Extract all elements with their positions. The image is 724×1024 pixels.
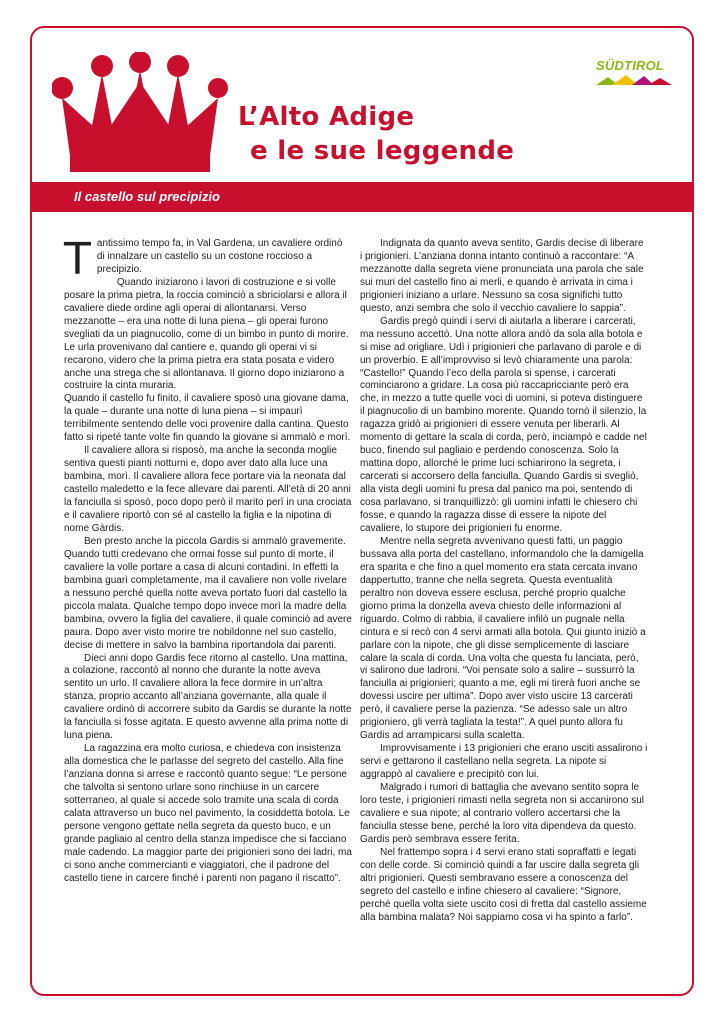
paragraph: Quando il castello fu finito, il cavaliere sposò una giovane dama, la quale – durante una notte di luna piena – si impaurì terribilmente sentendo delle voci provenire dalla cantina. Questo fatto si ripeté tante volte fin quando la giovane si ammalò e morì. bbox=[64, 393, 351, 444]
paragraph bbox=[64, 234, 352, 285]
paragraph: Ben presto anche la piccola Gardis si ammalò gravemente. Quando tutti credevano che ormai fosse sul punto di morte, il cavaliere la volle portare a casa di alcuni contadini. In effetti la bambina guarì completamente, ma il cavaliere non volle rivelare a nessuno perché quella notte aveva portato fuori dal castello la piccola malata. Qualche tempo dopo invece morì la madre della bambina, ovvero la figlia del cavaliere, il quale cominciò ad avere paura. Dopo aver visto morire tre nobildonne nel suo castello, decise di mettere in salvo la bambina riportandola dai parenti. bbox=[64, 535, 352, 651]
paragraph: Gardis pregò quindi i servi di aiutarla a liberare i carcerati, ma nessuno accettò. Una notte allora andò da sola alla botola e si mise ad origliare. Udì i prigionieri che parlavano di parole e di un proverbio. E all’improvviso si levò chiaramente una parola: “Castello!” Quando l’eco della parola si spense, i carcerati cominciarono a gridare. La cosa più raccapricciante però era che, in mezzo a tutte quelle voci di uomini, si poteva distinguere il piagnucolio di un bambino morente. Quando tornò il silenzio, la ragazza gridò ai prigionieri di essere venuta per liberarli. Al momento di gettare la scala di corda, però, inciampò e cadde nel buco, finendo sul pagliaio e perdendo conoscenza. Solo la mattina dopo, allorché le prime luci schiarirono la segreta, i carcerati si accorsero della fanciulla. Quando Gardis si svegliò, alla vista degli uomini fu presa dal panico ma poi, sentendo di cosa parlavano, si tranquillizzò: gli uomini infatti le chiesero chi fosse, e quando la ragazza disse di essere la nipote del cavaliere, lo stupore dei prigionieri fu enorme. bbox=[360, 315, 647, 534]
paragraph: Indignata da quanto aveva sentito, Gardis decise di liberare i prigionieri. L’anziana donna intanto continuò a raccontare: “A mezzanotte dalla segreta viene pronunciata una parola che sale sui muri del castello fino ai merli, e quando è arrivata in cima i prigionieri iniziano a urlare. Nessuno sa cosa significhi tutto questo, anzi sembra che solo il vecchio cavaliere lo sappia”. bbox=[360, 238, 644, 314]
paragraph: Malgrado i rumori di battaglia che avevano sentito sopra le loro teste, i prigionieri rimasti nella segreta non si accanirono sul cavaliere e sua nipote; al contrario vollero accertarsi che la fanciulla stesse bene, perché la loro vita dipendeva da questo. Gardis però sembrava essere ferita. bbox=[360, 782, 645, 845]
logo-wordmark: SÜDTIROL bbox=[596, 58, 665, 73]
article-column-right bbox=[360, 238, 648, 925]
paragraph: Improvvisamente i 13 prigionieri che erano usciti assalirono i servi e gettarono il castellano nella segreta. La nipote si aggrappò al cavaliere e precipitò con lui. bbox=[360, 743, 648, 781]
section-title: Il castello sul precipizio bbox=[74, 189, 220, 204]
page-title bbox=[238, 100, 514, 168]
paragraph: Il cavaliere allora si risposò, ma anche la seconda moglie sentiva questi pianti notturni e, dopo aver dato alla luce una bambina, morì. Il cavaliere allora fece portare via la neonata dal castello maledetto e la fece allevare dai parenti. All’età di 20 anni la fanciulla si sposò, poco dopo però il marito perì in una crociata e il cavaliere riportò con sé al castello la figlia e la nipotina di nome Gàrdis. bbox=[64, 445, 352, 534]
paragraph: Quando iniziarono i lavori di costruzione e si volle posare la prima pietra, la roccia cominciò a sbriciolarsi e allora il cavaliere diede ordine agli operai di allontanarsi. Verso mezzanotte – era una notte di luna piena – gli operai furono svegliati da un piagnucolio, come di un bimbo in punto di morire. Le urla provenivano dal cantiere e, quando gli operai vi si recarono, videro che la prima pietra era stata posata e videro anche una strega che si allontanava. Il giorno dopo iniziarono a costruire la cinta muraria. bbox=[64, 276, 349, 392]
logo-mountains-icon bbox=[596, 73, 674, 87]
paragraph-text: antissimo tempo fa, in Val Gardena, un cavaliere ordinò di innalzare un castello su un costone roccioso a precipizio. bbox=[96, 238, 343, 275]
paragraph: Mentre nella segreta avvenivano questi fatti, un paggio bussava alla porta del castellano, informandolo che la damigella era sparita e che fino a quel momento era stata cercata invano dappertutto, tranne che nella segreta. Questa eventualità peraltro non doveva essere esclusa, perché proprio qualche giorno prima la donzella aveva chiesto delle informazioni al riguardo. Colmo di rabbia, il cavaliere infilò un pugnale nella cintura e si recò con 4 servi armati alla botola. Qui giunto iniziò a parlare con la nipote, che gli disse semplicemente di lasciare calare la scala di corda. Una volta che questa fu lanciata, però, vi salirono due ladroni. “Voi pensate solo a salire – sussurrò la fanciulla ai prigionieri; quanto a me, egli mi tirerà fuori anche se dovessi uscire per ultima”. Dopo aver visto uscire 13 carcerati però, il cavaliere perse la pazienza. “Se adesso sale un altro prigioniero, gli verrà tagliata la testa!”. A quel punto allora fu Gardis ad arrampicarsi sulla scaletta. bbox=[360, 535, 646, 742]
sudtirol-logo-icon bbox=[596, 58, 674, 98]
paragraph: La ragazzina era molto curiosa, e chiedeva con insistenza alla domestica che le parlasse del segreto del castello. Alla fine l’anziana donna si arrese e raccontò quanto segue: “Le persone che talvolta si sentono urlare sono rinchiuse in un carcere sotterraneo, al quale si accede solo tramite una scala di corda calata attraverso un buco nel pavimento, la cosiddetta botola. Le persone vengono gettate nella segreta da questo buco, e un grande pagliaio al centro della stanza impedisce che si facciano male cadendo. La maggior parte dei prigionieri sono dei ladri, ma ci sono anche commercianti e viaggiatori, che il padrone del castello tiene in carcere finché i parenti non pagano il riscatto”. bbox=[64, 743, 352, 884]
paragraph: Nel frattempo sopra i 4 servi erano stati sopraffatti e legati con delle corde. Si cominciò quindi a far uscire dalla segreta gli altri prigionieri. Questi sembravano essere a conoscenza del segreto del castello e infine chiesero al cavaliere: “Signore, perché quella volta siete uscito così di fretta dal castello assieme alla bambina malata? Noi sappiamo cosa vi ha spinto a farlo”. bbox=[360, 846, 647, 923]
paragraph: Dieci anni dopo Gardis fece ritorno al castello. Una mattina, a colazione, raccontò al nonno che durante la notte aveva sentito un urlo. Il cavaliere allora la fece dormire in un’altra stanza, proprio accanto all’anziana governante, alla quale il cavaliere ordinò di accorrere subito da Gardis se durante la notte la fanciulla si fosse agitata. E questo avvenne alla prima notte di luna piena. bbox=[64, 652, 352, 742]
drop-cap: T bbox=[64, 234, 91, 285]
title-line-2: e le sue leggende bbox=[250, 136, 515, 166]
title-line-1: L’Alto Adige bbox=[238, 102, 415, 132]
section-band bbox=[32, 182, 692, 212]
article-column-left bbox=[64, 234, 352, 886]
crown-icon bbox=[52, 52, 228, 176]
